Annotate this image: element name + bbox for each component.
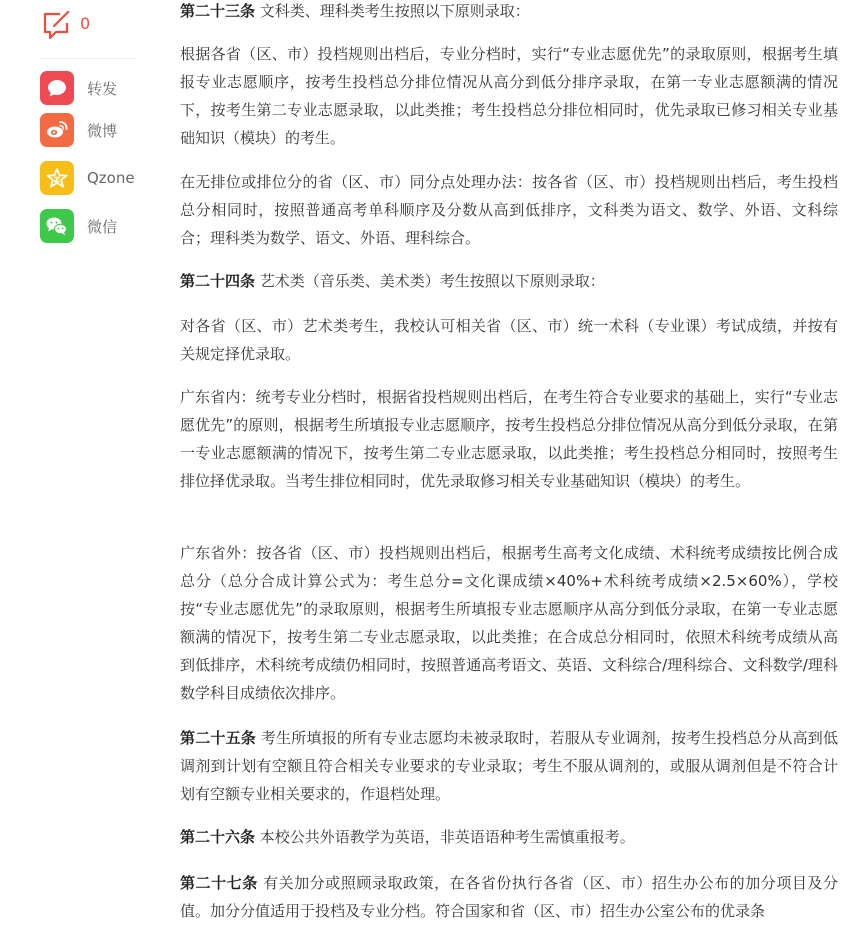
article-24-heading [180,267,838,295]
article-24-paragraph-3: 广东省外：按各省（区、市）投档规则出档后，根据考生高考文化成绩、术科统考成绩按比例合成总分（总分合成计算公式为：考生总分=文化课成绩×40%+术科统考成绩×2.5×60%），学校按“专业志愿优先”的录取原则，根据考生所填报专业志愿顺序从高分到低分录取，在第一专业志愿额满的情况下，按考生第二专业志愿录取，以此类推；在合成总分相同时，依照术科统考成绩从高到低排序，术科统考成绩仍相同时，按照普通高考语文、英语、文科综合/理科综合、文科数学/理科数学科目成绩依次排序。 [180,544,838,702]
article-24-label: 第二十四条 [180,272,256,290]
article-25-label: 第二十五条 [180,729,256,747]
comment-edit-icon [40,9,72,45]
article-26-label: 第二十六条 [180,828,256,846]
share-wechat-label: 微信 [87,217,118,236]
share-forward-button[interactable] [40,71,117,105]
sidebar-divider [40,58,136,59]
article-24-paragraph-2: 广东省内：统考专业分档时，根据省投档规则出档后，在考生符合专业要求的基础上，实行“专业志愿优先”的原则，根据考生所填报专业志愿顺序，按考生投档总分排位情况从高分到低分录取，在第一专业志愿额满的情况下，按考生第二专业志愿录取，以此类推；考生投档总分相同时，按照考生排位择优录取。当考生排位相同时，优先录取修习相关专业基础知识（模块）的考生。 [180,388,838,490]
article-27-text: 有关加分或照顾录取政策，在各省份执行各省（区、市）招生办公布的加分项目及分值。加分分值适用于投档及专业分档。符合国家和省（区、市）招生办公室公布的优录条 [180,874,838,920]
article-26-paragraph [180,823,838,851]
article-24-paragraph-1: 对各省（区、市）艺术类考生，我校认可相关省（区、市）统一术科（专业课）考试成绩，并按有关规定择优录取。 [180,317,838,363]
article-26-text: 本校公共外语教学为英语，非英语语种考生需慎重报考。 [255,828,635,846]
article-23-text: 文科类、理科类考生按照以下原则录取： [255,2,530,20]
article-25-paragraph [180,724,838,808]
share-weibo-label: 微博 [87,121,118,140]
share-wechat-button[interactable] [40,209,117,243]
article-23-paragraph-2: 在无排位或排位分的省（区、市）同分点处理办法：按各省（区、市）投档规则出档后，考生投档总分相同时，按照普通高考单科顺序及分数从高到低排序，文科类为语文、数学、外语、文科综合；理科类为数学、语文、外语、理科综合。 [180,173,838,247]
share-weibo-button[interactable] [40,113,117,147]
comment-button[interactable] [40,10,90,44]
share-qzone-button[interactable] [40,161,135,195]
article-24-text: 艺术类（音乐类、美术类）考生按照以下原则录取： [255,272,605,290]
article-23-heading [180,0,838,25]
share-sidebar [0,0,150,925]
weibo-icon [40,113,74,147]
share-qzone-label: Qzone [87,169,135,187]
article-25-text: 考生所填报的所有专业志愿均未被录取时，若服从专业调剂，按考生投档总分从高到低调剂到计划有空额且符合相关专业要求的专业录取；考生不服从调剂的，或服从调剂但是不符合计划有空额专业相关要求的，作退档处理。 [180,729,838,803]
article-27-label: 第二十七条 [180,874,258,892]
comment-count: 0 [80,13,91,33]
article-27-paragraph [180,869,838,925]
share-forward-label: 转发 [87,79,118,98]
forward-icon [40,71,74,105]
qzone-star-icon [40,161,74,195]
wechat-icon [40,209,74,243]
article-23-paragraph-1: 根据各省（区、市）投档规则出档后，专业分档时，实行“专业志愿优先”的录取原则，根据考生填报专业志愿顺序，按考生投档总分排位情况从高分到低分排序录取，在第一专业志愿额满的情况下，按考生第二专业志愿录取，以此类推；考生投档总分排位相同时，优先录取已修习相关专业基础知识（模块）的考生。 [180,45,838,147]
article-23-label: 第二十三条 [180,2,256,20]
